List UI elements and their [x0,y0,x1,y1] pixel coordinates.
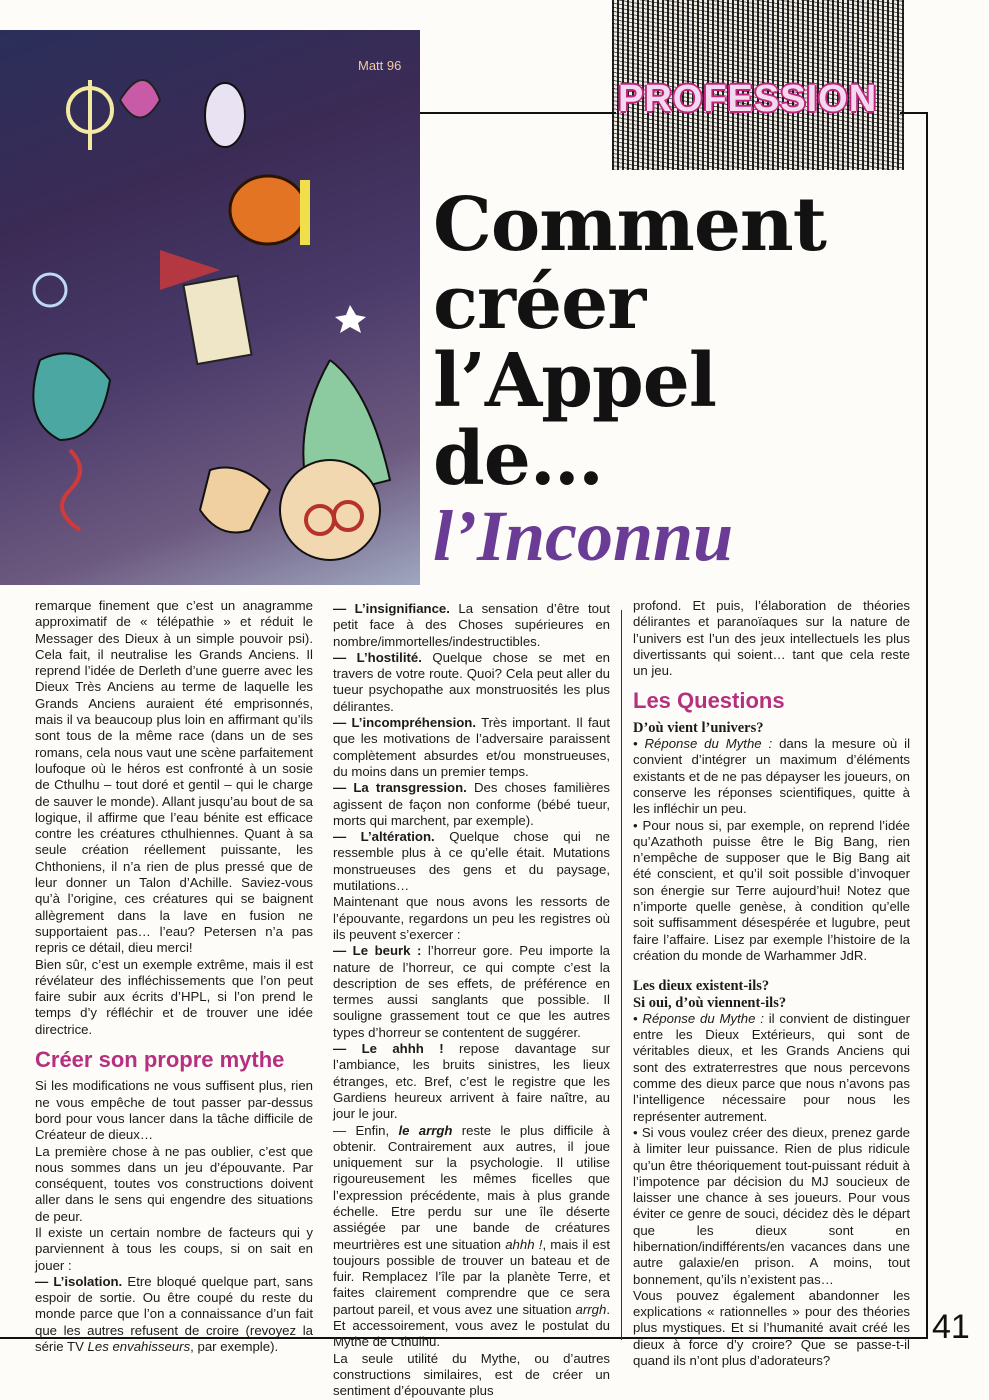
paragraph: Maintenant que nous avons les ressorts de l’épouvante, regardons un peu les registres où ils peuvent s’exercer : [333,894,610,942]
term: — Le beurk : [333,943,422,959]
list-item [333,1123,610,1351]
answer-text: dans la mesure où il convient d’intégrer un maximum d’éléments existants et de ne pas dépayser les joueurs, on conserve les réponses scientifiques, quitte à les infléchir un peu. [633,736,910,817]
paragraph: La première chose à ne pas oublier, c’est que nous sommes dans un jeu d’épouvante. Par conséquent, toutes vos constructions doivent aller dans le sens qui engendre des situations de peur. [35,1143,313,1224]
term-text: , mais il est toujours possible de trouver un bateau et de fuir. Remplacez l’île par la planète Terre, et faites clairement comprendre que ce sera partout pareil, et vous avez une situation [333,1236,611,1317]
term-italic: arrgh [575,1301,607,1317]
term: le arrgh [398,1122,453,1138]
term-text: l’horreur gore. Peu importe la nature de l’horreur, ce qui compte c’est la description de ses effets, de préférence en termes aussi sanglants que possible. Il souligne grassement tout ce que les autres types d’horreur se contentent de suggérer. [333,943,610,1040]
paragraph [633,736,910,817]
column-3 [633,598,910,1369]
paragraph: Vous pouvez également abandonner les explications « rationnelles » pour des théories plus mystiques. Et si l’humanité avait créé les dieux à force d’y croire? Que se passe-t-il quand ils n’ont plus d’adorateurs? [633,1287,910,1369]
term-text: Quelque chose se met en travers de votre route. Quoi? Cela peut aller du tueur psychopathe aux monstruosités les plus délirantes. [333,649,611,714]
section-heading: Les Questions [633,688,785,714]
paragraph: La seule utilité du Mythe, ou d’autres constructions similaires, est de créer un sentiment d’épouvante plus [333,1350,610,1399]
term-pre: — Enfin, [333,1122,399,1138]
list-item [333,650,610,715]
title-line-2: créer [433,260,646,346]
answer-label: • Réponse du Mythe : [633,736,773,752]
paragraph: remarque finement que c’est un anagramme approximatif de « télépathie » et réduit le Messager des Dieux à un simple pouvoir psi). Cela fait, il neutralise les Grands Anciens. Il reprend l’idée de Derleth d’une guerre avec les Dieux Très Anciens au terme de laquelle les Grands Anciens auraient été emprisonnés, mais il va beaucoup plus loin en affirmant qu’ils sont tous de la même race (dans un de ses romans, cela nous vaut une scène parfaitement loufoque où le héros est confronté à un sosie de Cthulhu – tout doré et gentil – qui le charge de sauver le monde). Allant jusqu’au bout de sa logique, il affirme que l’eau bénite est efficace contre les créatures cthulhiennes. Quant à sa seule création réellement puissante, les Chthoniens, il n’a rien de plus pressé que de leur donner un Talon d’Achille. Saviez-vous qu’à l’origine, ces créatures qui se baignent allègrement dans la lave en fusion ne supportaient pas… l’eau? Petersen n’a pas repris ce détail, dieu merci! [35,598,313,956]
term-text: repose davantage sur l’ambiance, les bruits sinistres, les lieux étranges, etc. Bref, c’est le registre que les Gardiens heureux arrivent à faire naître, au jour le jour. [333,1041,611,1122]
list-item [333,601,610,650]
answer-text: il convient de distinguer entre les Dieux Extérieurs, qui sont de véritables dieux, et les Grands Anciens qui sont des extraterrestres que nous percevons comme des dieux parce que nous n’avons pas l’intelligence nécessaire pour nous les représenter autrement. [633,1010,911,1124]
cover-illustration [0,30,420,585]
question: Les dieux existent-ils? [633,978,770,995]
title-line-4: de… [433,416,603,502]
paragraph: profond. Et puis, l’élaboration de théories délirantes et paranoïaques sur la nature de l’univers est l’un des jeux intellectuels les plus divertissants qui soient… tant que cela reste un jeu. [633,598,910,679]
term-text-end: , par exemple). [190,1339,279,1355]
cthulhu-illustration-icon [0,30,420,585]
list-item [333,943,610,1041]
section-tag: PROFESSION [618,78,878,120]
column-divider [621,610,622,1340]
rule-right [926,112,928,1337]
term: — Le ahhh ! [333,1041,444,1057]
term-text: Très important. Il faut que les motivations de l’adversaire paraissent complètement absurdes et/ou monstrueuses, du moins dans un premier temps. [333,715,610,779]
term: — La transgression. [333,780,467,796]
paragraph: • Pour nous si, par exemple, on reprend l’idée qu’Azathoth puisse être le Big Bang, rien n’empêche de supposer que le Big Bang ait été conscient, et qu’il soit possible d’invoquer son énergie sur Terre aujourd’hui! Notez que n’importe quelle genèse, à condition qu’elle soit suffisamment désespérée et lugubre, peut faire l’affaire. Lisez par exemple l’histoire de la création du monde de Warhammer JdR. [633,817,910,963]
term: — L’incompréhension. [333,715,477,731]
list-item [35,1274,313,1355]
section-heading: Créer son propre mythe [35,1047,285,1073]
term-text: Etre bloqué quelque part, sans espoir de sortie. Ou être coupé du reste du monde parce que l’on a connaissance d’un fait que les autres refusent de croire (revoyez la série TV [35,1273,313,1355]
term-text: . Et accessoirement, vous avez le postulat du Mythe de Cthulhu. [333,1301,610,1350]
term-text: Quelque chose qui ne ressemble plus à ce qu’elle était. Mutations monstrueuses des gens et du paysage, mutilations… [333,829,610,894]
term-italic: ahhh ! [505,1236,543,1252]
paragraph [633,1011,910,1125]
article-subtitle: l’Inconnu [433,496,734,576]
title-line-3: l’Appel [433,338,716,424]
paragraph: Il existe un certain nombre de facteurs qui y parviennent à tous les coups, si on sait en jouer : [35,1224,313,1273]
term: — L’hostilité. [333,649,422,665]
list-item [333,1041,610,1122]
term-text: reste le plus difficile à obtenir. Contrairement aux autres, il joue uniquement sur la psychologie. Il utilise rigoureusement les mêmes ficelles que l’expression précédente, mais à plus grande échelle. Etre perdu sur une île déserte assiégée par une bande de créatures meurtrières est une situation [333,1122,610,1252]
rule-top [420,112,616,114]
list-item [333,715,610,780]
term-italic: Les envahisseurs [87,1339,191,1355]
paragraph: • Si vous voulez créer des dieux, prenez garde à limiter leur puissance. Rien de plus ridicule qu’un être théoriquement tout-puissant réduit à l’impotence par décision du MJ soucieux de laisser une chance à ses joueurs. Pour vous éviter ce genre de souci, décidez dès le départ que les dieux sont en hibernation/indifférents/en vacances dans une autre galaxie/en prison. A moins, tout bonnement, qu’ils n’existent pas… [633,1124,910,1287]
article-title [433,182,826,502]
list-item [333,829,610,894]
column-1 [35,598,313,1355]
question: Si oui, d’où viennent-ils? [633,994,787,1011]
term: — L’insignifiance. [333,601,450,616]
column-2 [333,601,610,1400]
term-text: Des choses familières agissent de façon non conforme (bébé tueur, morts qui marchent, par exemple). [333,780,610,828]
answer-label: • Réponse du Mythe : [633,1010,764,1026]
term: — L’isolation. [35,1273,123,1289]
title-line-1: Comment [433,182,826,268]
paragraph: Si les modifications ne vous suffisent plus, rien ne vous empêche de tout passer par-dessus bord pour vous lancer dans la tâche difficile de Créateur de dieux… [35,1078,313,1143]
rule-right-top [900,112,928,114]
term: — L’altération. [333,829,435,845]
paragraph: Bien sûr, c’est un exemple extrême, mais il est révélateur des infléchissements que l’on peut faire subir aux écrits d’HPL, si l’on prend le temps d’y réfléchir et de trouver une idée directrice. [35,956,313,1037]
question: D’où vient l’univers? [633,719,764,736]
page-number: 41 [932,1308,970,1346]
svg-text:Matt 96: Matt 96 [358,58,402,73]
list-item [333,780,610,829]
term-text: La sensation d’être tout petit face à des Choses supérieures en nombre/immortelles/indestructibles. [333,601,610,649]
